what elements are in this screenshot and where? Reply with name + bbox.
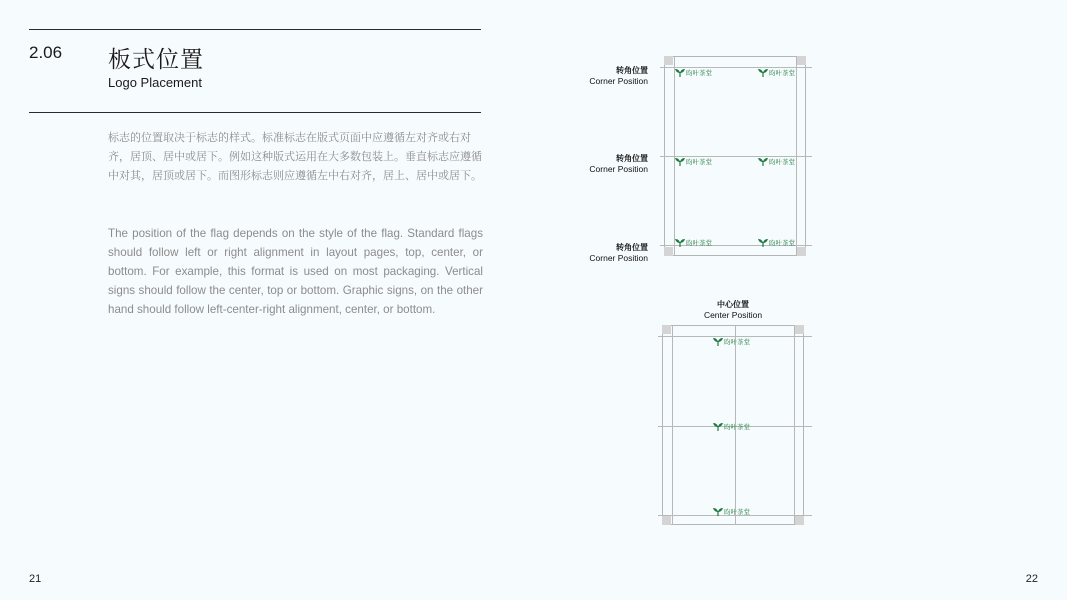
logo-center-middle <box>713 421 750 431</box>
section-title-en: Logo Placement <box>108 75 202 90</box>
logo-middle-right <box>758 156 795 166</box>
logo-text: 昀叶茶堂 <box>769 157 795 166</box>
caption-cn: 转角位置 <box>616 66 648 75</box>
caption-en: Center Position <box>703 310 763 320</box>
logo-center-top <box>713 336 750 346</box>
section-number: 2.06 <box>29 43 63 62</box>
description-cn: 标志的位置取决于标志的样式。标准标志在版式页面中应遵循左对齐或右对齐，居顶、居中或居下。例如这种版式运用在大多数包装上。垂直标志应遵循中对其，居顶或居下。而图形标志则应遵循左中右对齐，居上、居中或居下。 <box>108 131 482 182</box>
corner-caption-middle <box>568 153 648 175</box>
sprout-icon <box>713 507 723 516</box>
caption-en: Corner Position <box>589 164 648 174</box>
logo-text: 昀叶茶堂 <box>724 507 750 516</box>
caption-en: Corner Position <box>589 76 648 86</box>
header-bottom-rule <box>29 112 481 113</box>
caption-en: Corner Position <box>589 253 648 263</box>
description-en: The position of the flag depends on the style of the flag. Standard flags should follow left or right alignment in layout pages, top, center, or bottom. For example, this format is used on most packaging. Vertical signs should follow the center, top or bottom. Graphic signs, on the other hand should follow left-center-right alignment, center, or bottom. <box>108 227 483 316</box>
page-number-right: 22 <box>1025 573 1038 585</box>
top-rule <box>29 29 481 30</box>
page-number-left: 21 <box>29 573 42 585</box>
logo-text: 昀叶茶堂 <box>769 68 795 77</box>
sprout-icon <box>758 68 768 77</box>
corner-caption-top <box>568 65 648 87</box>
logo-bottom-left <box>675 237 712 247</box>
logo-center-bottom <box>713 506 750 516</box>
corner-caption-bottom <box>568 242 648 264</box>
caption-cn: 转角位置 <box>616 154 648 163</box>
logo-top-left <box>675 67 712 77</box>
sprout-icon <box>713 422 723 431</box>
logo-text: 昀叶茶堂 <box>769 238 795 247</box>
sprout-icon <box>713 337 723 346</box>
caption-cn: 中心位置 <box>717 300 749 309</box>
caption-cn: 转角位置 <box>616 243 648 252</box>
sprout-icon <box>758 238 768 247</box>
sprout-icon <box>675 68 685 77</box>
center-caption <box>688 299 778 321</box>
logo-middle-left <box>675 156 712 166</box>
logo-top-right <box>758 67 795 77</box>
logo-text: 昀叶茶堂 <box>724 422 750 431</box>
logo-text: 昀叶茶堂 <box>724 337 750 346</box>
section-title-cn: 板式位置 <box>108 47 204 73</box>
logo-text: 昀叶茶堂 <box>686 238 712 247</box>
logo-text: 昀叶茶堂 <box>686 157 712 166</box>
logo-text: 昀叶茶堂 <box>686 68 712 77</box>
logo-bottom-right <box>758 237 795 247</box>
sprout-icon <box>675 238 685 247</box>
sprout-icon <box>758 157 768 166</box>
sprout-icon <box>675 157 685 166</box>
